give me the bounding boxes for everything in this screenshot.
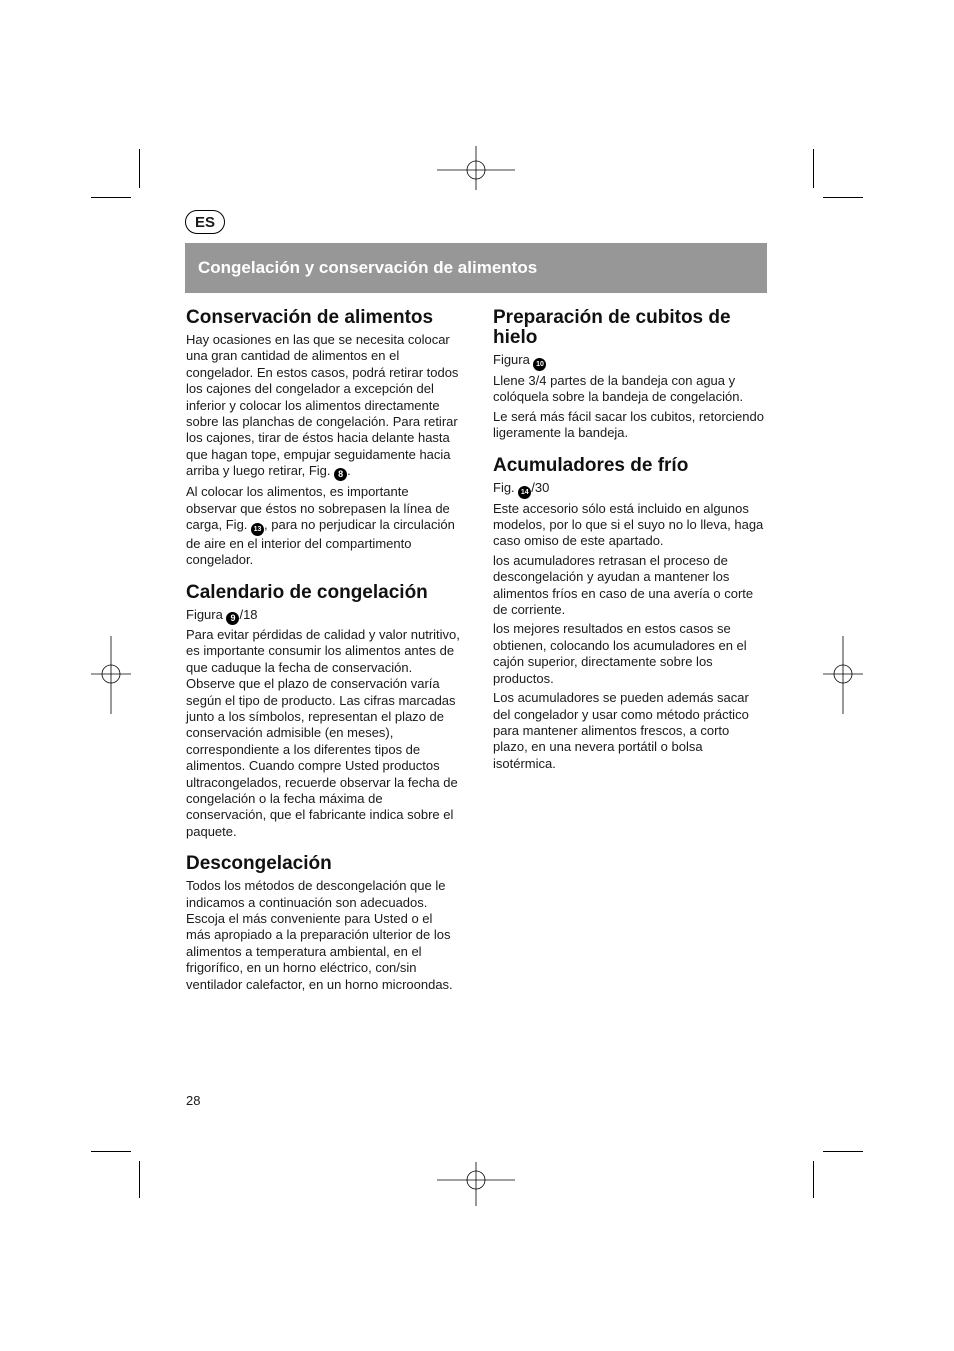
crop-mark <box>823 1151 863 1152</box>
paragraph <box>186 332 460 481</box>
crop-mark <box>139 149 140 188</box>
figure-suffix: /18 <box>239 606 258 622</box>
figure-label: Fig. <box>493 479 519 495</box>
paragraph-text: Al colocar los alimentos, es importante observar que éstos no sobrepasen la línea de carga, Fig. <box>186 484 450 533</box>
registration-mark-bottom <box>437 1156 515 1206</box>
right-column <box>493 308 767 786</box>
section-title: Conservación de alimentos <box>186 307 434 328</box>
section-title: Calendario de congelación <box>186 581 428 603</box>
figure-label: Figura <box>186 606 227 622</box>
crop-mark <box>823 197 863 198</box>
section-descongelacion <box>186 854 460 993</box>
figure-suffix: /30 <box>531 479 550 495</box>
crop-mark <box>813 149 814 188</box>
figure-number-badge: 14 <box>518 486 531 499</box>
paragraph-text: . <box>347 463 351 479</box>
crop-mark <box>91 1151 131 1152</box>
section-banner <box>185 243 767 293</box>
registration-mark-left <box>91 636 131 714</box>
paragraph-text: , para no perjudicar la circulación de aire en el interior del compartimento congelador. <box>186 517 455 568</box>
section-title: Acumuladores de frío <box>493 454 689 476</box>
figure-number-badge: 13 <box>251 523 264 536</box>
paragraph: Todos los métodos de descongelación que le indicamos a continuación son adecuados. Escoja el más conveniente para Usted o el más apropiado a la preparación ulterior de los alimentos a temperatura ambiental, en el frigorífico, en un horno eléctrico, con/sin ventilador calefactor, en un horno microondas. <box>186 878 453 992</box>
figure-number-badge: 10 <box>533 358 546 371</box>
paragraph: Los acumuladores se pueden además sacar del congelador y usar como método práctico para mantener alimentos frescos, a corto plazo, en una nevera portátil o bolsa isotérmica. <box>493 690 749 771</box>
page-number: 28 <box>186 1093 201 1108</box>
banner-title: Congelación y conservación de alimentos <box>198 258 538 277</box>
paragraph: Para evitar pérdidas de calidad y valor nutritivo, es importante consumir los alimentos antes de que caduque la fecha de conservación. Observe que el plazo de conservación varía según el tipo de producto. Las cifras marcadas junto a los símbolos, representan el plazo de conservación admisible (en meses), correspondiente a los diferentes tipos de alimentos. Cuando compre Usted productos ultracongelados, recuerde observar la fecha de congelación o la fecha máxima de conservación, que el fabricante indica sobre el paquete. <box>186 626 460 839</box>
paragraph <box>186 484 460 569</box>
section-acumuladores <box>493 456 767 773</box>
paragraph: los acumuladores retrasan el proceso de descongelación y ayudan a mantener los alimentos fríos en caso de una avería o corte de corriente. <box>493 552 754 618</box>
registration-mark-right <box>823 636 863 714</box>
paragraph: Llene 3/4 partes de la bandeja con agua y colóquela sobre la bandeja de congelación. <box>493 373 744 405</box>
figure-label: Figura <box>493 352 534 367</box>
crop-mark <box>91 197 131 198</box>
paragraph: los mejores resultados en estos casos se obtienen, colocando los acumuladores en el cajón superior, directamente sobre los productos. <box>493 621 747 686</box>
figure-reference <box>493 480 767 499</box>
section-calendario <box>186 583 460 840</box>
section-cubitos <box>493 308 767 442</box>
section-title: Preparación de cubitos de hielo <box>493 307 731 348</box>
language-badge: ES <box>185 210 225 234</box>
paragraph: Este accesorio sólo está incluido en algunos modelos, por lo que si el suyo no lo lleva, haga caso omiso de este apartado. <box>493 500 764 549</box>
paragraph: Le será más fácil sacar los cubitos, retorciendo ligeramente la bandeja. <box>493 408 764 441</box>
crop-mark <box>813 1161 814 1198</box>
registration-mark-top <box>437 146 515 196</box>
crop-mark <box>139 1161 140 1198</box>
figure-number-badge: 9 <box>226 612 239 625</box>
figure-number-badge: 8 <box>334 468 347 481</box>
paragraph-text: Hay ocasiones en las que se necesita colocar una gran cantidad de alimentos en el congelador. En estos casos, podrá retirar todos los cajones del congelador a excepción del inferior y colocar los alimentos directamente sobre las planchas de congelación. Para retirar los cajones, tirar de éstos hacia delante hasta que hagan tope, empujar seguidamente hacia arriba y luego retirar, Fig. <box>186 332 459 479</box>
section-title: Descongelación <box>186 853 332 875</box>
figure-reference <box>493 352 767 371</box>
figure-reference <box>186 607 460 625</box>
left-column <box>186 308 460 1007</box>
section-conservacion <box>186 308 460 569</box>
